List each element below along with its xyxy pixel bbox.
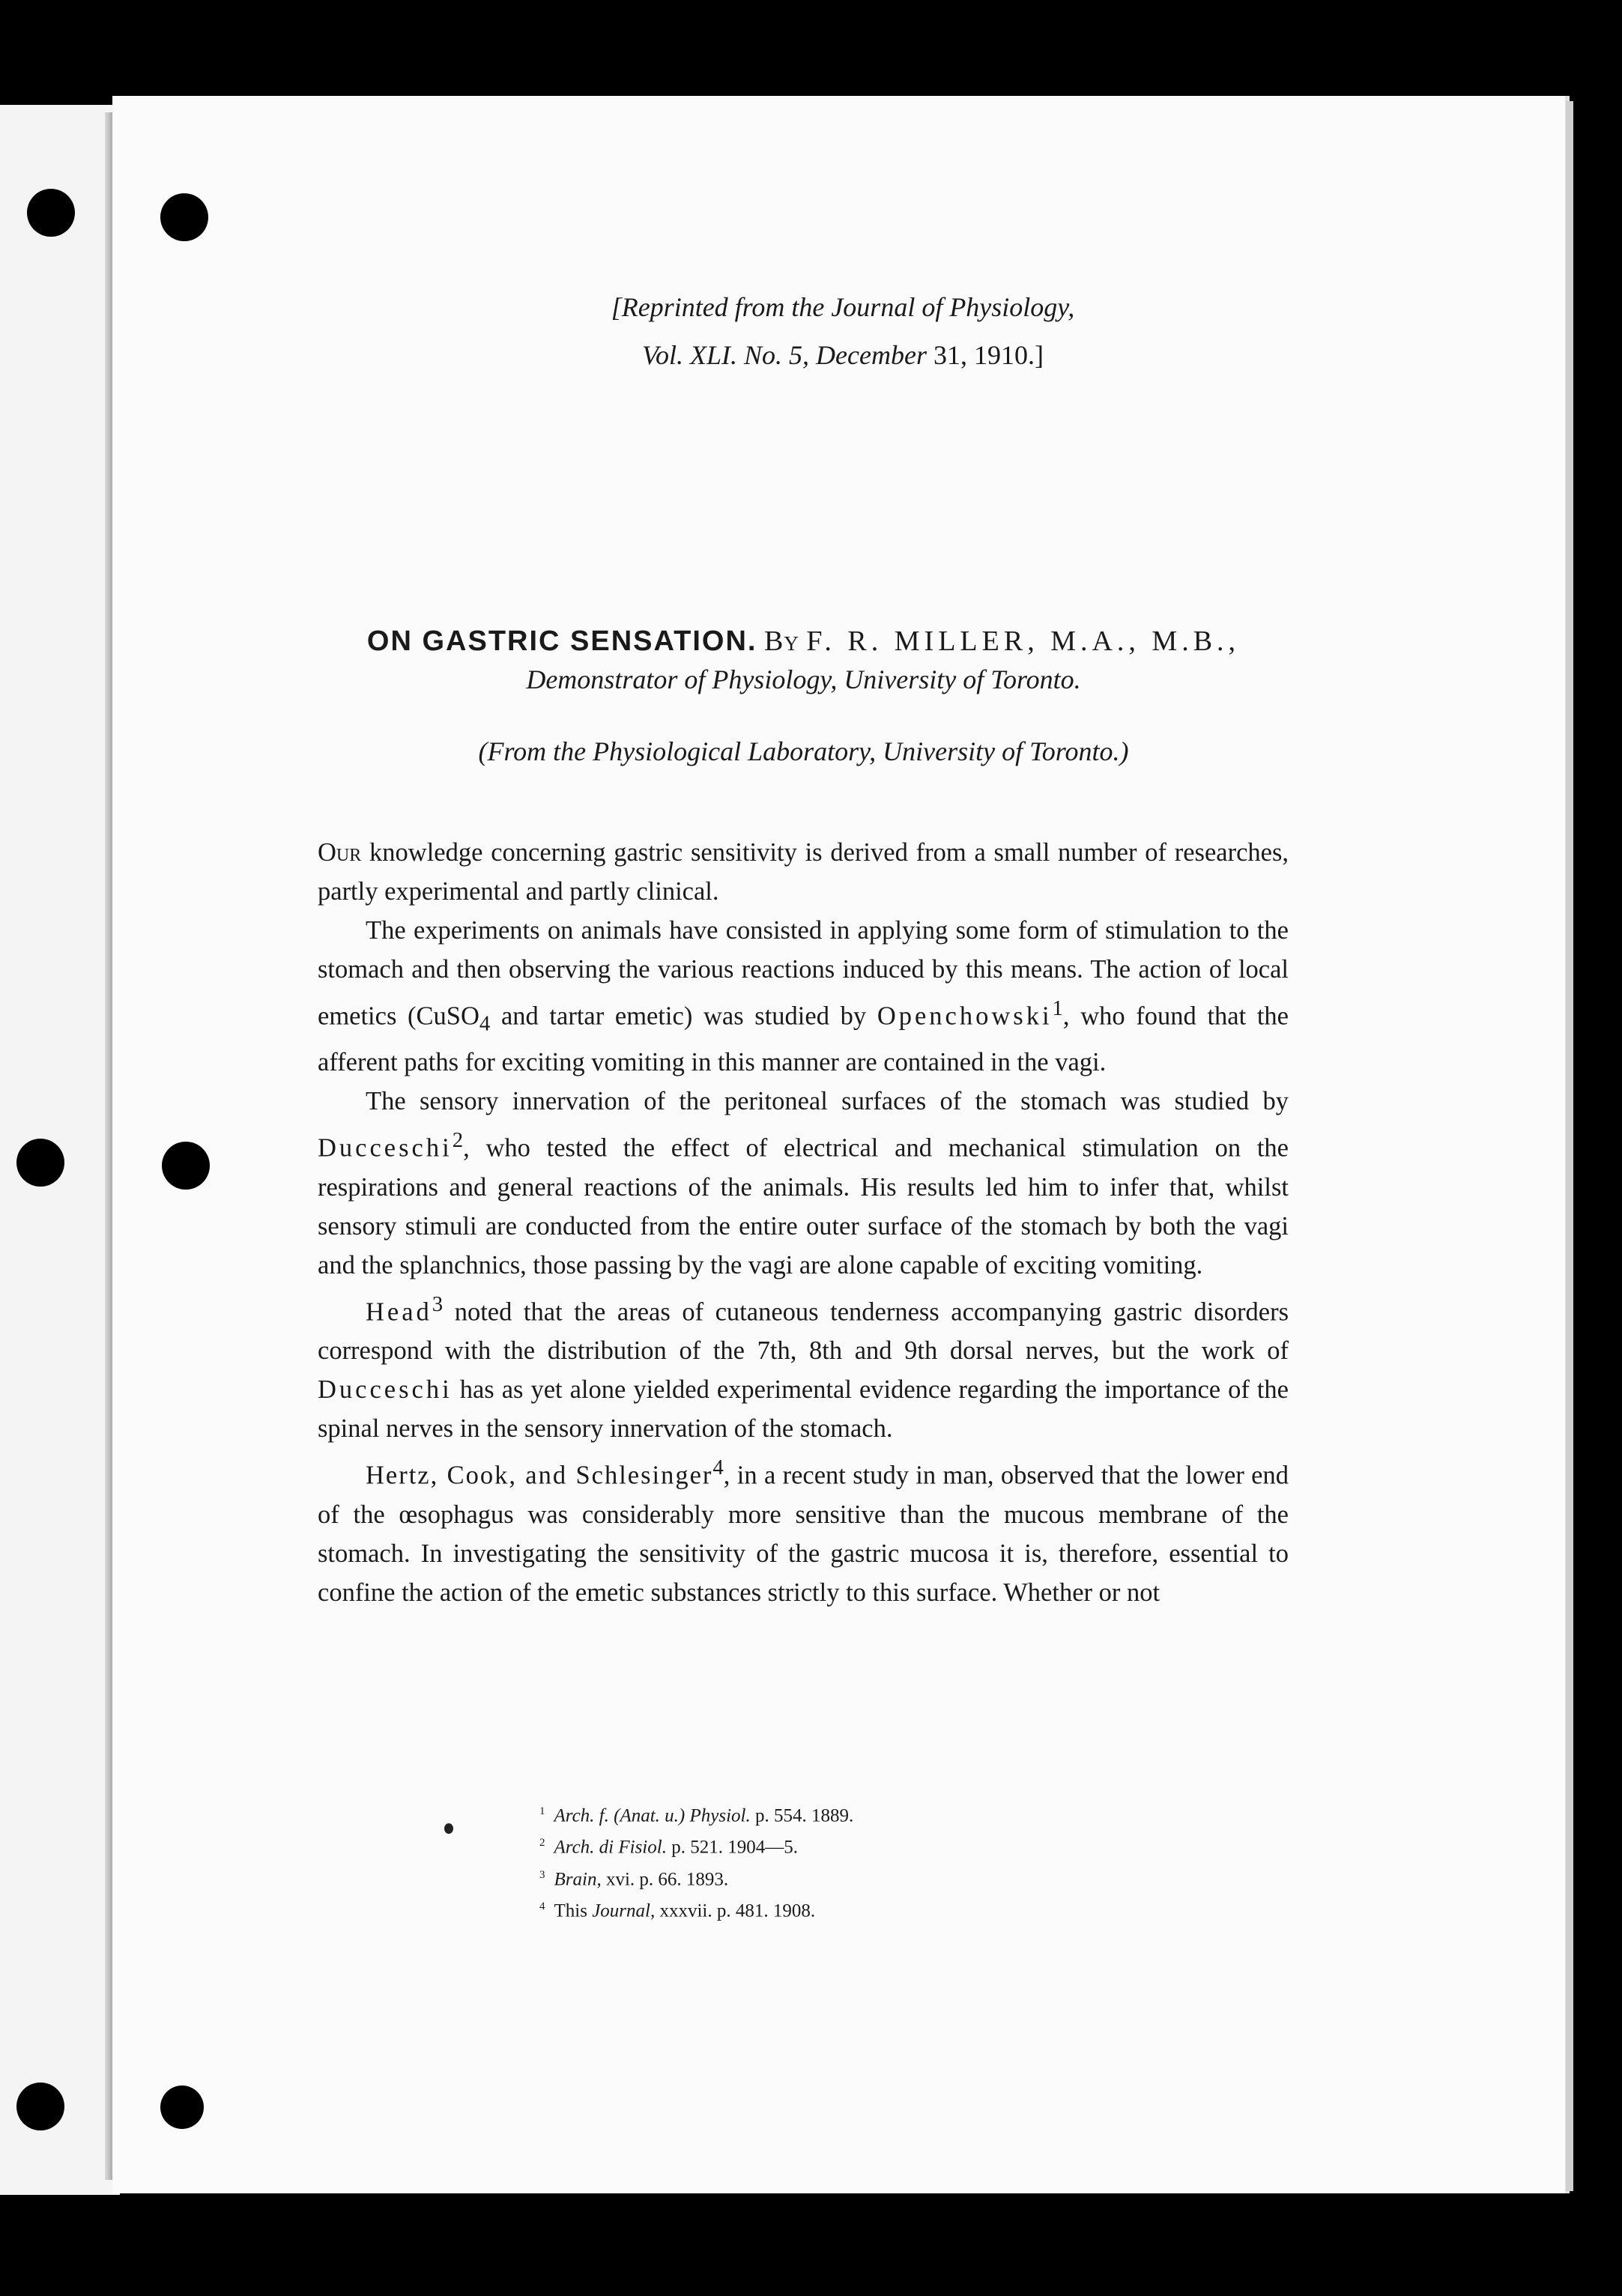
article-title: ON GASTRIC SENSATION. — [366, 626, 757, 657]
footnote-ref: 4 — [712, 1456, 724, 1480]
footnote-detail: p. 521. 1904—5. — [671, 1837, 798, 1858]
paragraph — [318, 911, 1289, 1082]
footnote-number: 1 — [539, 1805, 545, 1817]
cited-author: Head — [366, 1297, 432, 1327]
cited-author: Openchowski — [877, 1002, 1053, 1031]
footnote-source: Brain, — [554, 1868, 602, 1889]
author-position: Demonstrator of Physiology, University of Toronto. — [526, 664, 1081, 694]
footnote-ref: 3 — [432, 1291, 444, 1316]
reprint-line-2 — [315, 339, 1371, 372]
paragraph — [318, 1082, 1289, 1285]
paragraph-text: , who tested the effect of electrical and mechanical stimulation on the respirations and general reactions of the animals. His results led him to infer that, whilst sensory stimuli are conducted from the entire outer surface of the stomach by both the vagi and the splanchnics, those passing by the vagi are alone capable of exciting vomiting. — [318, 1133, 1289, 1279]
reprint-date: 31, 1910.] — [933, 340, 1044, 370]
paragraph-text: , who found that the afferent paths for exciting vomiting in this manner are contained in the vagi. — [318, 1002, 1289, 1077]
footnote-ref: 2 — [452, 1128, 464, 1153]
footnote — [539, 1862, 1139, 1893]
reprint-volume: Vol. XLI. No. 5, December — [642, 340, 927, 370]
page-edge — [1566, 101, 1573, 2191]
cited-author: Hertz, Cook, and Schlesinger — [366, 1461, 713, 1490]
footnote-detail: p. 554. 1889. — [754, 1805, 854, 1826]
footnotes — [539, 1798, 1139, 1924]
drop-word: Our — [318, 838, 362, 867]
paragraph-text: , in a recent study in man, observed that the lower end of the œsophagus was considerably more sensitive than the mucous membrane of the stomach. In investigating the sensitivity of the gastric mucosa it is, therefore, essential to confine the action of the emetic substances strictly to this surface. Whether or not — [318, 1461, 1289, 1607]
laboratory-affiliation: (From the Physiological Laboratory, University of Toronto.) — [478, 736, 1129, 766]
paragraph-text: The experiments on animals have consisted in applying some form of stimulation to the stomach and then observing the various reactions induced by this means. The action of local emetics (CuSO — [318, 916, 1289, 1031]
article-title-line — [315, 625, 1292, 658]
footnote-detail: xxxvii. p. 481. 1908. — [659, 1900, 816, 1921]
footnote-source: Arch. f. (Anat. u.) Physiol. — [554, 1805, 751, 1826]
article-body — [318, 833, 1289, 1612]
binder-hole-icon — [16, 2083, 64, 2130]
footnote-detail: xvi. p. 66. 1893. — [605, 1868, 729, 1889]
paragraph — [318, 1285, 1289, 1449]
paragraph — [318, 1448, 1289, 1612]
cited-author: Ducceschi — [318, 1375, 453, 1405]
footnote — [539, 1829, 1139, 1861]
footnote-source: Arch. di Fisiol. — [554, 1837, 667, 1858]
paragraph-text: has as yet alone yielded experimental evidence regarding the importance of the spinal nerves in the sensory innervation of the stomach. — [318, 1375, 1289, 1444]
binder-hole-icon — [162, 1142, 210, 1190]
footnote — [539, 1893, 1139, 1924]
speck-mark — [444, 1823, 453, 1834]
reprint-line-1 — [315, 291, 1371, 324]
footnote-ref: 1 — [1052, 996, 1063, 1020]
footnote — [539, 1798, 1139, 1829]
paragraph-text: knowledge concerning gastric sensitivity is derived from a small number of researches, partly experimental and partly clinical. — [318, 838, 1289, 906]
footnote-source: Journal, — [592, 1900, 656, 1921]
paragraph-text: noted that the areas of cutaneous tenderness accompanying gastric disorders correspond with the distribution of the 7th, 8th and 9th dorsal nerves, but the work of — [318, 1297, 1289, 1366]
binder-hole-icon — [16, 1139, 64, 1187]
paragraph — [318, 833, 1289, 911]
footnote-number: 2 — [539, 1837, 545, 1850]
author-name: F. R. MILLER, M.A., M.B., — [806, 626, 1241, 657]
binder-hole-icon — [27, 189, 75, 237]
paragraph-text: The sensory innervation of the peritoneal surfaces of the stomach was studied by — [366, 1087, 1289, 1116]
subscript: 4 — [479, 1011, 491, 1036]
byline-by: By — [763, 626, 799, 657]
footnote-prefix: This — [554, 1900, 587, 1921]
paragraph-text: and tartar emetic) was studied by — [490, 1002, 877, 1031]
footnote-number: 3 — [539, 1868, 545, 1881]
binder-hole-icon — [160, 2086, 204, 2129]
reprint-source: [Reprinted from the Journal of Physiology, — [611, 292, 1075, 322]
cited-author: Ducceschi — [318, 1133, 453, 1163]
binder-hole-icon — [160, 193, 208, 241]
footnote-number: 4 — [539, 1900, 545, 1912]
